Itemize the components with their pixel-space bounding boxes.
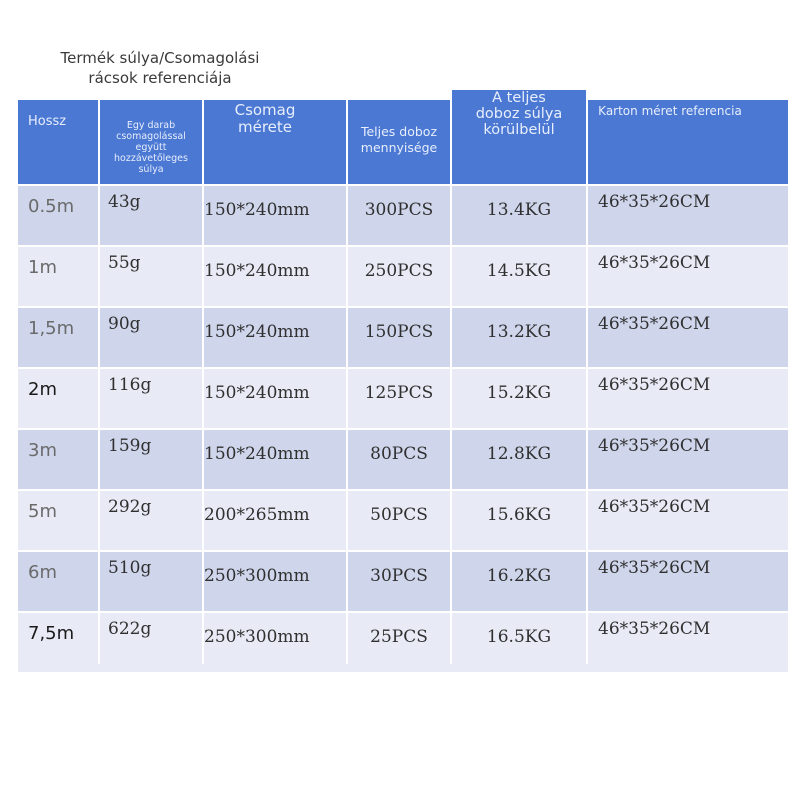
cell-carton-size: 46*35*26CM — [598, 436, 711, 456]
cell-unit-weight: 622g — [108, 619, 152, 639]
column-divider — [346, 100, 348, 664]
cell-unit-weight: 43g — [108, 192, 141, 212]
cell-box-weight: 13.4KG — [486, 200, 552, 220]
cell-box-quantity: 250PCS — [364, 261, 434, 281]
header-box-weight: A teljes doboz súlya körülbelül — [452, 90, 586, 184]
cell-length: 3m — [28, 440, 57, 461]
cell-package-size: 150*240mm — [204, 383, 310, 403]
table-row — [18, 491, 788, 552]
cell-box-weight: 16.2KG — [486, 566, 552, 586]
title-line-1: Termék súlya/Csomagolási — [60, 49, 260, 67]
column-divider — [98, 100, 100, 664]
cell-box-quantity: 300PCS — [364, 200, 434, 220]
cell-unit-weight: 90g — [108, 314, 141, 334]
cell-carton-size: 46*35*26CM — [598, 314, 711, 334]
cell-box-quantity: 30PCS — [370, 566, 428, 586]
cell-length: 1m — [28, 257, 57, 278]
weight-packaging-table — [18, 90, 788, 664]
header-unit-weight: Egy darab csomagolással együtt hozzávetőleges súlya — [100, 100, 202, 184]
table-row — [18, 308, 788, 369]
cell-package-size: 250*300mm — [204, 566, 310, 586]
table-row — [18, 613, 788, 674]
header-package-size: Csomag mérete — [204, 100, 346, 184]
cell-box-quantity: 150PCS — [364, 322, 434, 342]
cell-package-size: 150*240mm — [204, 200, 310, 220]
cell-length: 5m — [28, 501, 57, 522]
column-divider — [586, 100, 588, 664]
column-divider — [450, 100, 452, 664]
cell-package-size: 150*240mm — [204, 444, 310, 464]
cell-carton-size: 46*35*26CM — [598, 619, 711, 639]
cell-unit-weight: 116g — [108, 375, 152, 395]
page-title — [40, 48, 280, 88]
header-box-quantity: Teljes doboz mennyisége — [348, 100, 450, 184]
table-row — [18, 369, 788, 430]
cell-unit-weight: 510g — [108, 558, 152, 578]
table-row — [18, 247, 788, 308]
cell-box-weight: 15.6KG — [486, 505, 552, 525]
cell-box-quantity: 80PCS — [370, 444, 428, 464]
cell-length: 6m — [28, 562, 57, 583]
cell-carton-size: 46*35*26CM — [598, 192, 711, 212]
table-row — [18, 186, 788, 247]
cell-carton-size: 46*35*26CM — [598, 497, 711, 517]
cell-length: 1,5m — [28, 318, 75, 339]
cell-box-weight: 12.8KG — [486, 444, 552, 464]
cell-box-weight: 14.5KG — [486, 261, 552, 281]
cell-length: 2m — [28, 379, 57, 400]
table-row — [18, 430, 788, 491]
cell-carton-size: 46*35*26CM — [598, 253, 711, 273]
cell-unit-weight: 55g — [108, 253, 141, 273]
table-row — [18, 552, 788, 613]
column-divider — [202, 100, 204, 664]
cell-box-quantity: 50PCS — [370, 505, 428, 525]
cell-package-size: 150*240mm — [204, 261, 310, 281]
cell-unit-weight: 159g — [108, 436, 152, 456]
cell-package-size: 150*240mm — [204, 322, 310, 342]
cell-carton-size: 46*35*26CM — [598, 375, 711, 395]
cell-length: 0.5m — [28, 196, 75, 217]
cell-package-size: 250*300mm — [204, 627, 310, 647]
cell-box-weight: 15.2KG — [486, 383, 552, 403]
cell-unit-weight: 292g — [108, 497, 152, 517]
header-length: Hossz — [18, 100, 98, 184]
cell-box-quantity: 25PCS — [370, 627, 428, 647]
cell-package-size: 200*265mm — [204, 505, 310, 525]
header-carton-size: Karton méret referencia — [588, 100, 788, 184]
cell-box-quantity: 125PCS — [364, 383, 434, 403]
cell-box-weight: 13.2KG — [486, 322, 552, 342]
cell-length: 7,5m — [28, 623, 75, 644]
title-line-2: rácsok referenciája — [88, 69, 232, 87]
cell-box-weight: 16.5KG — [486, 627, 552, 647]
cell-carton-size: 46*35*26CM — [598, 558, 711, 578]
